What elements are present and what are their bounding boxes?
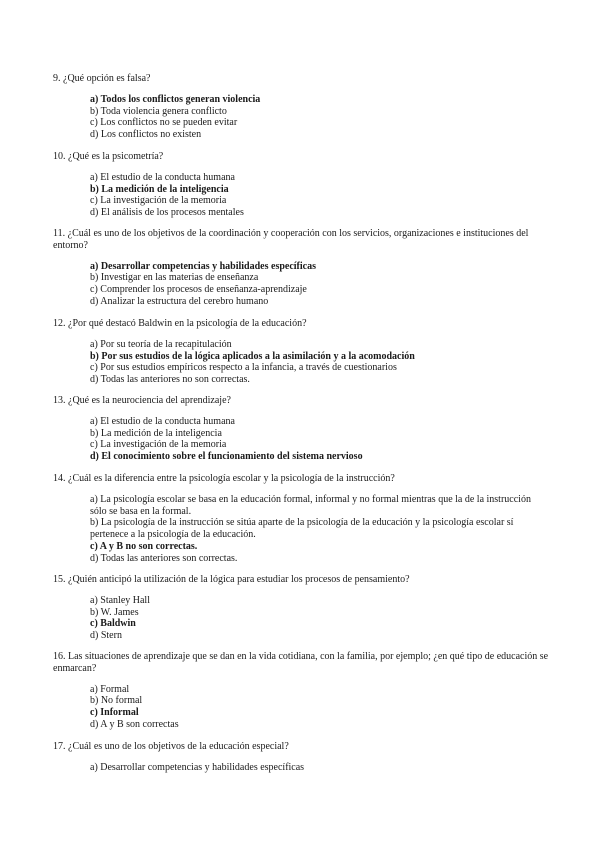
question-11 [53,228,549,308]
answer-option-c: c) Comprender los procesos de enseñanza-aprendizaje [90,284,307,296]
question-10 [53,151,549,219]
answer-option-b: b) Por sus estudios de la lógica aplicados a la asimilación y a la acomodación [90,350,415,362]
answer-option-b: b) La psicología de la instrucción se sitúa aparte de la psicología de la educación y la psicología escolar sí pertenece a la psicología de la educación. [90,517,514,541]
answer-options [53,416,549,463]
answer-option-b: b) Toda violencia genera conflicto [90,105,227,117]
answer-option-a: a) Desarrollar competencias y habilidades específicas [90,260,316,272]
question-17 [53,741,549,774]
answer-option-c: c) Los conflictos no se pueden evitar [90,117,238,129]
answer-option-a: a) Desarrollar competencias y habilidades específicas [90,761,305,773]
answer-option-c: c) A y B no son correctas. [90,540,198,552]
answer-option-c: c) Baldwin [90,618,136,630]
answer-option-a: a) Stanley Hall [90,594,150,606]
answer-options [53,595,549,642]
question-12 [53,318,549,386]
answer-options [53,261,549,308]
answer-option-a: a) La psicología escolar se basa en la educación formal, informal y no formal mientras que la de la instrucción sólo se basa en la formal. [90,493,531,517]
question-stem: 9. ¿Qué opción es falsa? [53,73,151,84]
answer-option-c: c) La investigación de la memoria [90,195,227,207]
answer-option-a: a) Por su teoría de la recapitulación [90,338,232,350]
answer-option-b: b) La medición de la inteligencia [90,427,222,439]
question-9 [53,73,549,141]
question-stem: 15. ¿Quién anticipó la utilización de la lógica para estudiar los procesos de pensamiento? [53,574,410,585]
answer-options [53,762,549,774]
question-stem: 16. Las situaciones de aprendizaje que se dan en la vida cotidiana, con la familia, por ejemplo; ¿en qué tipo de educación se enmarcan? [53,651,549,674]
answer-option-a: a) El estudio de la conducta humana [90,171,235,183]
answer-options [53,494,549,565]
answer-option-c: c) Por sus estudios empíricos respecto a la infancia, a través de cuestionarios [90,362,397,374]
question-16 [53,651,549,731]
answer-option-c: c) La investigación de la memoria [90,439,227,451]
answer-option-d: d) A y B son correctas [90,718,179,730]
answer-option-b: b) No formal [90,695,143,707]
answer-options [53,339,549,386]
question-stem: 10. ¿Qué es la psicometría? [53,151,164,162]
question-14 [53,473,549,565]
answer-option-d: d) El análisis de los procesos mentales [90,207,244,219]
answer-option-d: d) Todas las anteriores son correctas. [90,552,238,564]
answer-option-d: d) Analizar la estructura del cerebro humano [90,295,269,307]
answer-options [53,94,549,141]
question-stem: 13. ¿Qué es la neurociencia del aprendizaje? [53,395,231,406]
answer-option-d: d) Los conflictos no existen [90,129,202,141]
answer-option-c: c) Informal [90,707,139,719]
question-stem: 11. ¿Cuál es uno de los objetivos de la coordinación y cooperación con los servicios, organizaciones e instituciones del entorno? [53,228,529,251]
answer-option-a: a) Todos los conflictos generan violencia [90,93,261,105]
answer-option-b: b) La medición de la inteligencia [90,183,229,195]
answer-option-a: a) Formal [90,683,130,695]
question-stem: 17. ¿Cuál es uno de los objetivos de la educación especial? [53,741,289,752]
answer-options [53,684,549,731]
answer-option-b: b) Investigar en las materias de enseñanza [90,272,259,284]
answer-option-d: d) Stern [90,630,122,642]
question-stem: 12. ¿Por qué destacó Baldwin en la psicología de la educación? [53,318,307,329]
answer-option-d: d) Todas las anteriores no son correctas. [90,374,250,386]
question-13 [53,395,549,463]
answer-option-a: a) El estudio de la conducta humana [90,415,235,427]
answer-options [53,172,549,219]
question-stem: 14. ¿Cuál es la diferencia entre la psicología escolar y la psicología de la instrucción? [53,473,395,484]
answer-option-b: b) W. James [90,606,139,618]
question-15 [53,574,549,642]
answer-option-d: d) El conocimiento sobre el funcionamiento del sistema nervioso [90,451,363,463]
